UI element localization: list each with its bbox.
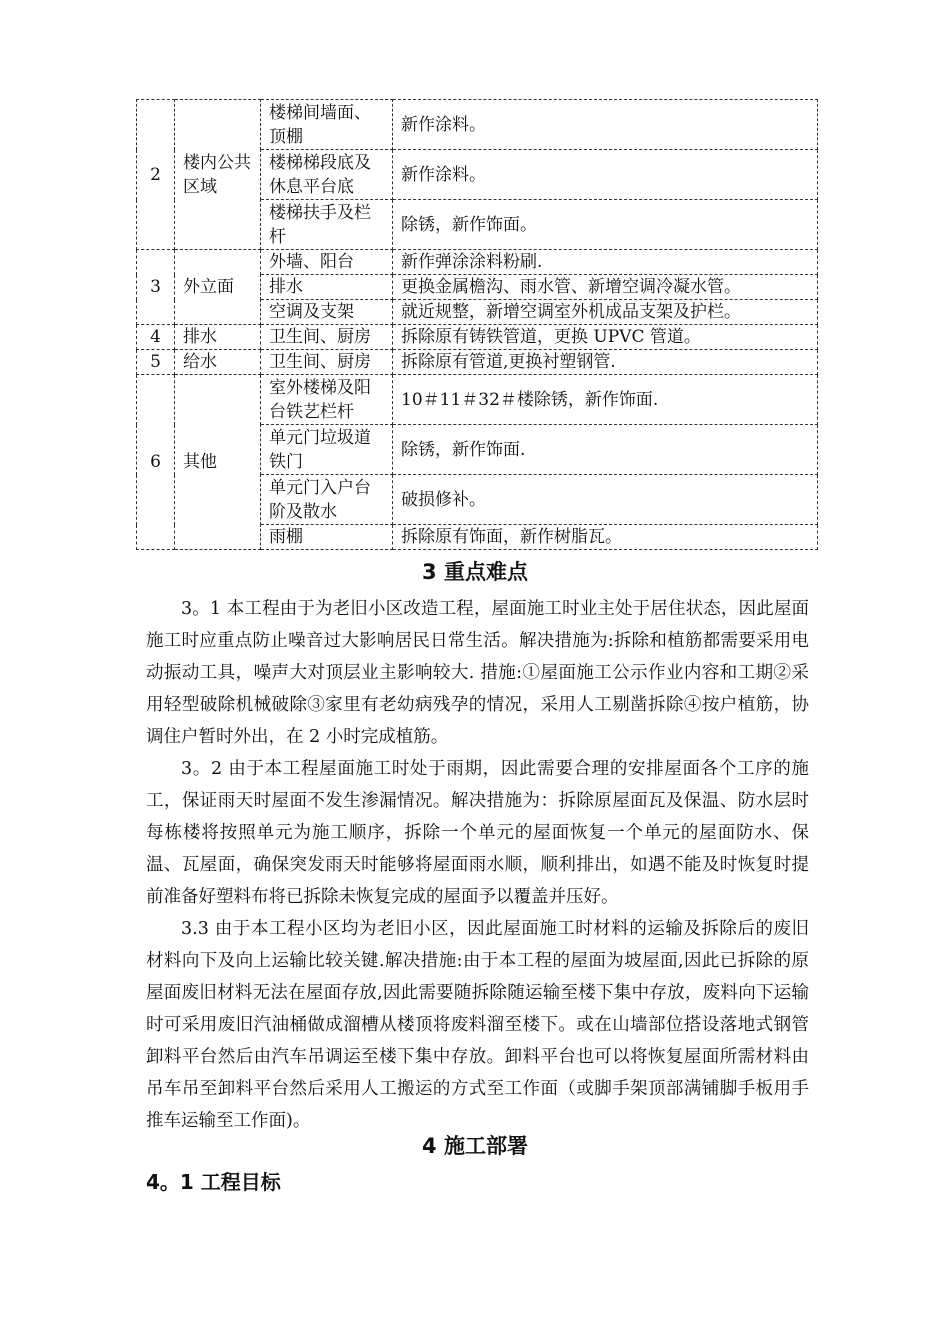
item-cell: 卫生间、厨房	[261, 325, 393, 350]
item-cell: 单元门入户台阶及散水	[261, 475, 393, 525]
table-row	[137, 325, 818, 350]
description-cell: 新作涂料。	[393, 100, 818, 150]
item-cell: 排水	[261, 275, 393, 300]
category-cell: 楼内公共区域	[175, 100, 261, 250]
item-cell: 楼梯梯段底及休息平台底	[261, 150, 393, 200]
section-4-heading: 4 施工部署	[422, 1134, 528, 1158]
category-cell: 给水	[175, 350, 261, 375]
description-cell: 就近规整，新增空调室外机成品支架及护栏。	[393, 300, 818, 325]
row-number: 3	[137, 250, 175, 325]
category-cell: 外立面	[175, 250, 261, 325]
description-cell: 拆除原有铸铁管道，更换 UPVC 管道。	[393, 325, 818, 350]
item-cell: 雨棚	[261, 525, 393, 550]
description-cell: 破损修补。	[393, 475, 818, 525]
table-row	[137, 250, 818, 275]
item-cell: 楼梯扶手及栏杆	[261, 200, 393, 250]
description-cell: 新作涂料。	[393, 150, 818, 200]
subsection-4-1-heading: 4。1 工程目标	[146, 1170, 281, 1194]
paragraph-3-3: 3.3 由于本工程小区均为老旧小区，因此屋面施工时材料的运输及拆除后的废旧材料向下及向上运输比较关键.解决措施:由于本工程的屋面为坡屋面,因此已拆除的原屋面废旧材料无法在屋面存放,因此需要随拆除随运输至楼下集中存放，废料向下运输时可采用废旧汽油桶做成溜槽从楼顶将废料溜至楼下。或在山墙部位搭设落地式钢管卸料平台然后由汽车吊调运至楼下集中存放。卸料平台也可以将恢复屋面所需材料由吊车吊至卸料平台然后采用人工搬运的方式至工作面（或脚手架顶部满铺脚手板用手推车运输至工作面)。	[146, 919, 809, 1131]
category-cell: 其他	[175, 375, 261, 550]
paragraph-3-1: 3。1 本工程由于为老旧小区改造工程，屋面施工时业主处于居住状态，因此屋面施工时应重点防止噪音过大影响居民日常生活。解决措施为:拆除和植筋都需要采用电动振动工具，噪声大对顶层业主影响较大. 措施:①屋面施工公示作业内容和工期②采用轻型破除机械破除③家里有老幼病残孕的情况，采用人工剔凿拆除④按户植筋，协调住户暂时外出，在 2 小时完成植筋。	[146, 599, 809, 747]
description-cell: 除锈，新作饰面.	[393, 425, 818, 475]
category-cell: 排水	[175, 325, 261, 350]
description-cell: 拆除原有饰面，新作树脂瓦。	[393, 525, 818, 550]
description-cell: 新作弹涂涂料粉刷.	[393, 250, 818, 275]
item-cell: 空调及支架	[261, 300, 393, 325]
description-cell: 拆除原有管道,更换衬塑钢管.	[393, 350, 818, 375]
paragraph-3-2: 3。2 由于本工程屋面施工时处于雨期，因此需要合理的安排屋面各个工序的施工，保证雨天时屋面不发生渗漏情况。解决措施为：拆除原屋面瓦及保温、防水层时每栋楼将按照单元为施工顺序，拆除一个单元的屋面恢复一个单元的屋面防水、保温、瓦屋面，确保突发雨天时能够将屋面雨水顺，顺利排出，如遇不能及时恢复时提前准备好塑料布将已拆除未恢复完成的屋面予以覆盖并压好。	[146, 759, 809, 907]
item-cell: 室外楼梯及阳台铁艺栏杆	[261, 375, 393, 425]
item-cell: 单元门垃圾道铁门	[261, 425, 393, 475]
table-row	[137, 100, 818, 150]
item-cell: 卫生间、厨房	[261, 350, 393, 375]
renovation-items-table	[136, 99, 818, 550]
item-cell: 外墙、阳台	[261, 250, 393, 275]
row-number: 4	[137, 325, 175, 350]
description-cell: 10＃11＃32＃楼除锈，新作饰面.	[393, 375, 818, 425]
row-number: 2	[137, 100, 175, 250]
section-3-heading: 3 重点难点	[422, 560, 528, 584]
table-row	[137, 375, 818, 425]
row-number: 5	[137, 350, 175, 375]
table-row	[137, 350, 818, 375]
row-number: 6	[137, 375, 175, 550]
description-cell: 更换金属檐沟、雨水管、新增空调冷凝水管。	[393, 275, 818, 300]
description-cell: 除锈，新作饰面。	[393, 200, 818, 250]
item-cell: 楼梯间墙面、顶棚	[261, 100, 393, 150]
